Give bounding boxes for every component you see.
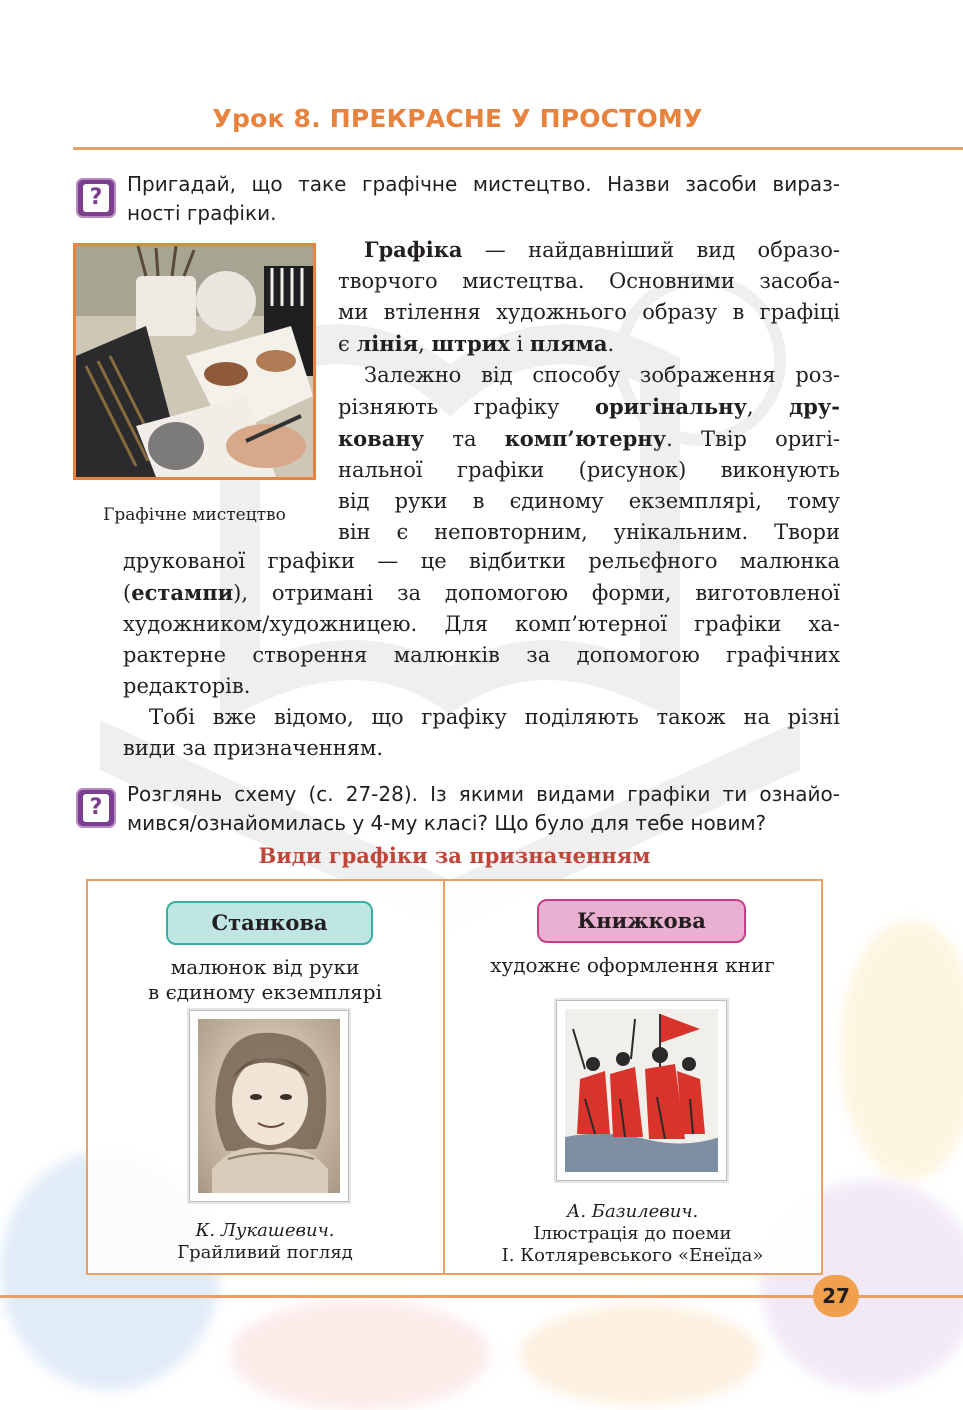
paint-splash [520, 1305, 760, 1405]
term-pliama: пляма [529, 331, 608, 356]
stankova-description: малюнок від руки в єдиному екземплярі [147, 955, 382, 1004]
drawing-supplies-illustration [76, 246, 313, 477]
artist-name: К. Лукашевич. [195, 1220, 335, 1241]
question-icon: ? [76, 178, 116, 218]
diagram-divider [443, 879, 445, 1275]
intro-paragraph: Графіка — найдавніший вид образо- творчого мистецтва. Основними засоба- ми втілення художнього образу в графіці є лінія, штрих і пляма. Залежно від способу зображення роз- різняють графіку оригінальну, дру- ковану та комп’ютерну. Твір оригі- нальної графіки (рисунок) виконують від руки в єдиному екземплярі, тому він є неповторним, унікальним. Твори [338, 237, 840, 544]
term-drukovana: дру- [789, 394, 840, 419]
photo-caption: Графічне мистецтво [103, 505, 286, 525]
cossacks-illustration [565, 1009, 718, 1172]
artwork-title: Ілюстрація до поеми [533, 1223, 732, 1244]
girl-portrait-image [198, 1019, 340, 1193]
artwork-book-frame [556, 1000, 727, 1181]
knyzhkova-credit [455, 1201, 810, 1267]
artwork-portrait-frame [189, 1010, 349, 1202]
term-estampy: естампи [131, 580, 234, 605]
eneida-illustration-image [565, 1009, 718, 1172]
term-liniia: лінія [356, 331, 419, 356]
question-line: Пригадай, що таке графічне мистецтво. Назви засоби вираз- [127, 172, 840, 196]
artwork-title: Грайливий погляд [177, 1242, 353, 1263]
question-prompt [127, 780, 840, 838]
stankova-credit [100, 1220, 430, 1264]
question-prompt [127, 170, 840, 228]
question-icon: ? [76, 788, 116, 828]
graphic-art-photo [73, 243, 316, 480]
artist-name: А. Базилевич. [566, 1201, 699, 1222]
title-rule [73, 147, 963, 150]
paint-splash [840, 920, 963, 1180]
page-number: 27 [813, 1275, 859, 1317]
term-shtrykh: штрих [431, 331, 510, 356]
girl-portrait-sketch [198, 1019, 340, 1193]
label-stankova: Станкова [166, 901, 373, 945]
paint-splash [230, 1300, 490, 1410]
artwork-title: І. Котляревського «Енеїда» [501, 1245, 764, 1266]
diagram-title: Види графіки за призначенням [258, 843, 651, 868]
term-kompiuterna: комп’ютерну [504, 426, 667, 451]
knyzhkova-description: художнє оформлення книг [490, 953, 775, 977]
label-knyzhkova: Книжкова [537, 899, 746, 943]
body-paragraph: друкованої графіки — це відбитки рельєфного малюнка (естампи), отримані за допомогою форми, виготовленої художником/художницею. Для комп’ютерної графіки ха- рактерне створення малюнків за допомогою графічних редакторів. Тобі вже відомо, що графіку поділяють також на різні види за призначенням. [123, 549, 840, 760]
question-line: Розглянь схему (с. 27-28). Із якими видами графіки ти ознайо- [127, 782, 840, 806]
term-grafika: Графіка [364, 237, 463, 262]
question-line: ності графіки. [127, 201, 277, 225]
question-line: мився/ознайомилась у 4-му класі? Що було для тебе новим? [127, 811, 767, 835]
term-oryhinalna: оригінальну [594, 394, 747, 419]
lesson-title: Урок 8. ПРЕКРАСНЕ У ПРОСТОМУ [212, 104, 703, 133]
